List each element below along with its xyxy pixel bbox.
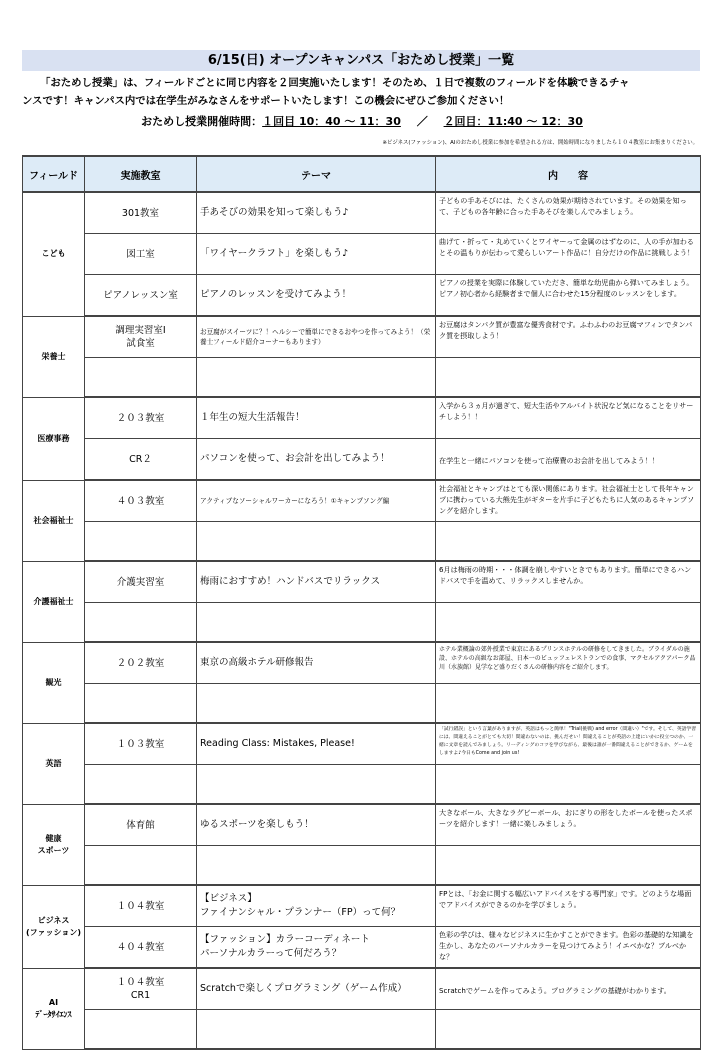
times-separator: ／ [416,115,428,128]
theme-line-1: 【ファッション】カラーコーディネート [200,934,370,945]
room-cell: 301教室 [85,192,197,234]
content-cell: 在学生と一緒にパソコンを使って治療費のお会計を出してみよう！！ [436,439,701,481]
room-line-2: CR1 [130,990,151,1001]
table-row-empty [23,684,701,724]
field-shakai: 社会福祉士 [23,480,85,561]
empty-cell [436,846,701,886]
table-row [23,234,701,275]
empty-cell [197,358,436,398]
field-business-line-2: (ファッション) [26,927,81,937]
empty-cell [436,522,701,562]
room-cell: 介護実習室 [85,561,197,603]
field-kenkou-line-1: 健康 [45,833,62,843]
content-cell: 子どもの手あそびには、たくさんの効果が期待されています。その効果を知って、子どもの各年齢に合った手あそびを楽しんでみましょう。 [436,192,701,234]
empty-cell [85,684,197,724]
second-session-time: ２回目：11:40 ～ 12：30 [443,115,583,128]
empty-cell [436,684,701,724]
table-row-empty [23,603,701,643]
theme-cell: １年生の短大生活報告！ [197,397,436,439]
content-cell: Scratchでゲームを作ってみよう。プログラミングの基礎がわかります。 [436,968,701,1010]
content-cell: ホテル業概論の郊外授業で東京にあるプリンスホテルの研修をしてきました。ブライダルの施設、ホテルの高級なお部屋、日本一のビュッフェレストランでの食事、マクセルアクアパーク品川（水族館）見学など盛りだくさんの研修内容をご紹介します。 [436,642,701,684]
field-ai-line-2: ﾃﾞｰﾀｻｲｴﾝｽ [35,1009,72,1019]
table-row [23,397,701,439]
empty-cell [197,1010,436,1050]
empty-cell [85,358,197,398]
table-row-empty [23,846,701,886]
room-cell: １０４教室 [85,885,197,927]
room-cell: 体育館 [85,804,197,846]
theme-line-2: ファイナンシャル・プランナー（FP）って何？ [200,907,401,918]
table-row [23,480,701,522]
table-row [23,642,701,684]
field-eiyoushi: 栄養士 [23,316,85,397]
table-row [23,885,701,927]
content-cell: FPとは、「お金に関する幅広いアドバイスをする専門家」です。どのような場面でアドバイスができるのかを学びましょう。 [436,885,701,927]
room-line-1: １０４教室 [116,977,165,988]
empty-cell [85,846,197,886]
theme-cell: ピアノのレッスンを受けてみよう！ [197,275,436,317]
first-session-time: １回目 10：40 ～ 11：30 [262,115,401,128]
session-times [0,113,724,129]
header-content: 内 容 [436,156,701,192]
table-row [23,316,701,358]
room-cell: ２０３教室 [85,397,197,439]
theme-cell: 手あそびの効果を知って楽しもう♪ [197,192,436,234]
content-cell: お豆腐はタンパク質が豊富な優秀食材です。ふわふわのお豆腐マフィンでタンパク質を摂取しよう！ [436,316,701,358]
room-line-2: 試食室 [126,338,155,349]
theme-cell: パソコンを使って、お会計を出してみよう！ [197,439,436,481]
content-cell: 曲げて・折って・丸めていくとワイヤーって金属のはずなのに、人の手が加わるとその温もりが伝わって愛らしいアート作品に！自分だけの作品に挑戦しよう！ [436,234,701,275]
field-eigo: 英語 [23,723,85,804]
theme-cell: 「ワイヤークラフト」を楽しもう♪ [197,234,436,275]
table-row [23,968,701,1010]
content-cell: 「試行錯誤」という言葉がありますが、英語はもっと簡単！"Trial(挑戦) and error（間違い）"です。そして、英語学習には、間違えることがとても大切！間違わないのは、挑んだせい！間違えることが英語の上達にいかに役立つのか、一緒に文章を読んでみましょう。リーディングのコツを学びながら、最後は誰が一番間違えることができるか、ゲームをしますよ♪今日もCome and join us! [436,723,701,765]
table-row-empty [23,1010,701,1050]
room-cell [85,316,197,358]
empty-cell [197,846,436,886]
table-row [23,192,701,234]
field-ai-line-1: AI [48,997,59,1007]
theme-cell [197,927,436,969]
intro-text [22,74,702,110]
room-cell: ４０４教室 [85,927,197,969]
content-cell: 大きなボール、大きなラグビーボール、おにぎりの形をしたボールを使ったスポーツを紹介します！一緒に楽しみましょう。 [436,804,701,846]
theme-cell: お豆腐がスイーツに？！ヘルシーで簡単にできるおやつを作ってみよう！（栄養士フィールド紹介コーナーもあります） [197,316,436,358]
content-cell: ピアノの授業を実際に体験していただき、簡単な幼児曲から弾いてみましょう。ピアノ初心者から経験者まで個人に合わせた15分程度のレッスンをします。 [436,275,701,317]
table-row-empty [23,765,701,805]
table-row [23,804,701,846]
theme-cell: Scratchで楽しくプログラミング（ゲーム作成） [197,968,436,1010]
empty-cell [197,684,436,724]
theme-line-2: パーソナルカラーって何だろう？ [200,948,342,959]
field-kenkou [23,804,85,885]
header-theme: テーマ [197,156,436,192]
empty-cell [436,603,701,643]
room-cell: CR２ [85,439,197,481]
page-title: 6/15(日) オープンキャンパス「おためし授業」一覧 [22,50,700,71]
empty-cell [85,603,197,643]
schedule-table [22,155,701,1050]
content-cell: 入学から３ヵ月が過ぎて、短大生活やアルバイト状況など気になることをリサーチしよう！！ [436,397,701,439]
table-row-empty [23,358,701,398]
field-kodomo: こども [23,192,85,316]
header-room: 実施教室 [85,156,197,192]
room-cell: ２０２教室 [85,642,197,684]
times-label: おためし授業開催時間： [141,115,263,128]
field-iryou: 医療事務 [23,397,85,480]
content-cell: 6月は梅雨の時期・・・体調を崩しやすいときでもあります。簡単にできるハンドバスで手を温めて、リラックスしませんか。 [436,561,701,603]
table-header-row [23,156,701,192]
theme-cell: Reading Class: Mistakes, Please! [197,723,436,765]
room-cell: ピアノレッスン室 [85,275,197,317]
theme-cell: 東京の高級ホテル研修報告 [197,642,436,684]
theme-line-1: 【ビジネス】 [200,893,257,904]
field-kankou: 観光 [23,642,85,723]
table-row [23,723,701,765]
empty-cell [85,765,197,805]
empty-cell [436,358,701,398]
intro-line-2: ンスです！キャンパス内では在学生がみなさんをサポートいたします！この機会にぜひご参加ください！ [22,95,510,107]
empty-cell [85,1010,197,1050]
theme-cell: アクティブなソーシャルワーカーになろう！①キャンプソング編 [197,480,436,522]
table-row [23,275,701,317]
empty-cell [197,522,436,562]
field-ai [23,968,85,1049]
theme-cell [197,885,436,927]
theme-cell: ゆるスポーツを楽しもう！ [197,804,436,846]
empty-cell [197,603,436,643]
field-business-line-1: ビジネス [37,915,70,925]
theme-cell: 梅雨におすすめ！ハンドバスでリラックス [197,561,436,603]
room-cell: １０３教室 [85,723,197,765]
table-row [23,561,701,603]
room-cell: ４０３教室 [85,480,197,522]
header-field: フィールド [23,156,85,192]
room-cell [85,968,197,1010]
content-cell: 色彩の学びは、様々なビジネスに生かすことができます。色彩の基礎的な知識を生かし、あなたのパーソナルカラーを見つけてみよう！イエベかな？ブルベかな？ [436,927,701,969]
content-cell: 社会福祉とキャンプはとても深い関係にあります。社会福祉士として長年キャンプに携わっている大熊先生がギターを片手に子どもたちに人気のあるキャンプソングを紹介します。 [436,480,701,522]
empty-cell [436,765,701,805]
empty-cell [197,765,436,805]
table-row [23,927,701,969]
footnote: ※ビジネス(ファッション)、AIのおためし授業に参加を希望される方は、開始時間になりましたら１０４教室にお集まりください。 [382,140,698,146]
intro-line-1: 「おためし授業」は、フィールドごとに同じ内容を２回実施いたします！そのため、１日で複数のフィールドを体験できるチャ [40,77,630,89]
empty-cell [85,522,197,562]
schedule-table-wrapper [22,155,701,1050]
empty-cell [436,1010,701,1050]
field-kaigo: 介護福祉士 [23,561,85,642]
field-business [23,885,85,968]
table-row-empty [23,522,701,562]
room-line-1: 調理実習室Ⅰ [115,325,166,336]
field-kenkou-line-2: スポーツ [37,845,70,855]
table-row [23,439,701,481]
room-cell: 図工室 [85,234,197,275]
